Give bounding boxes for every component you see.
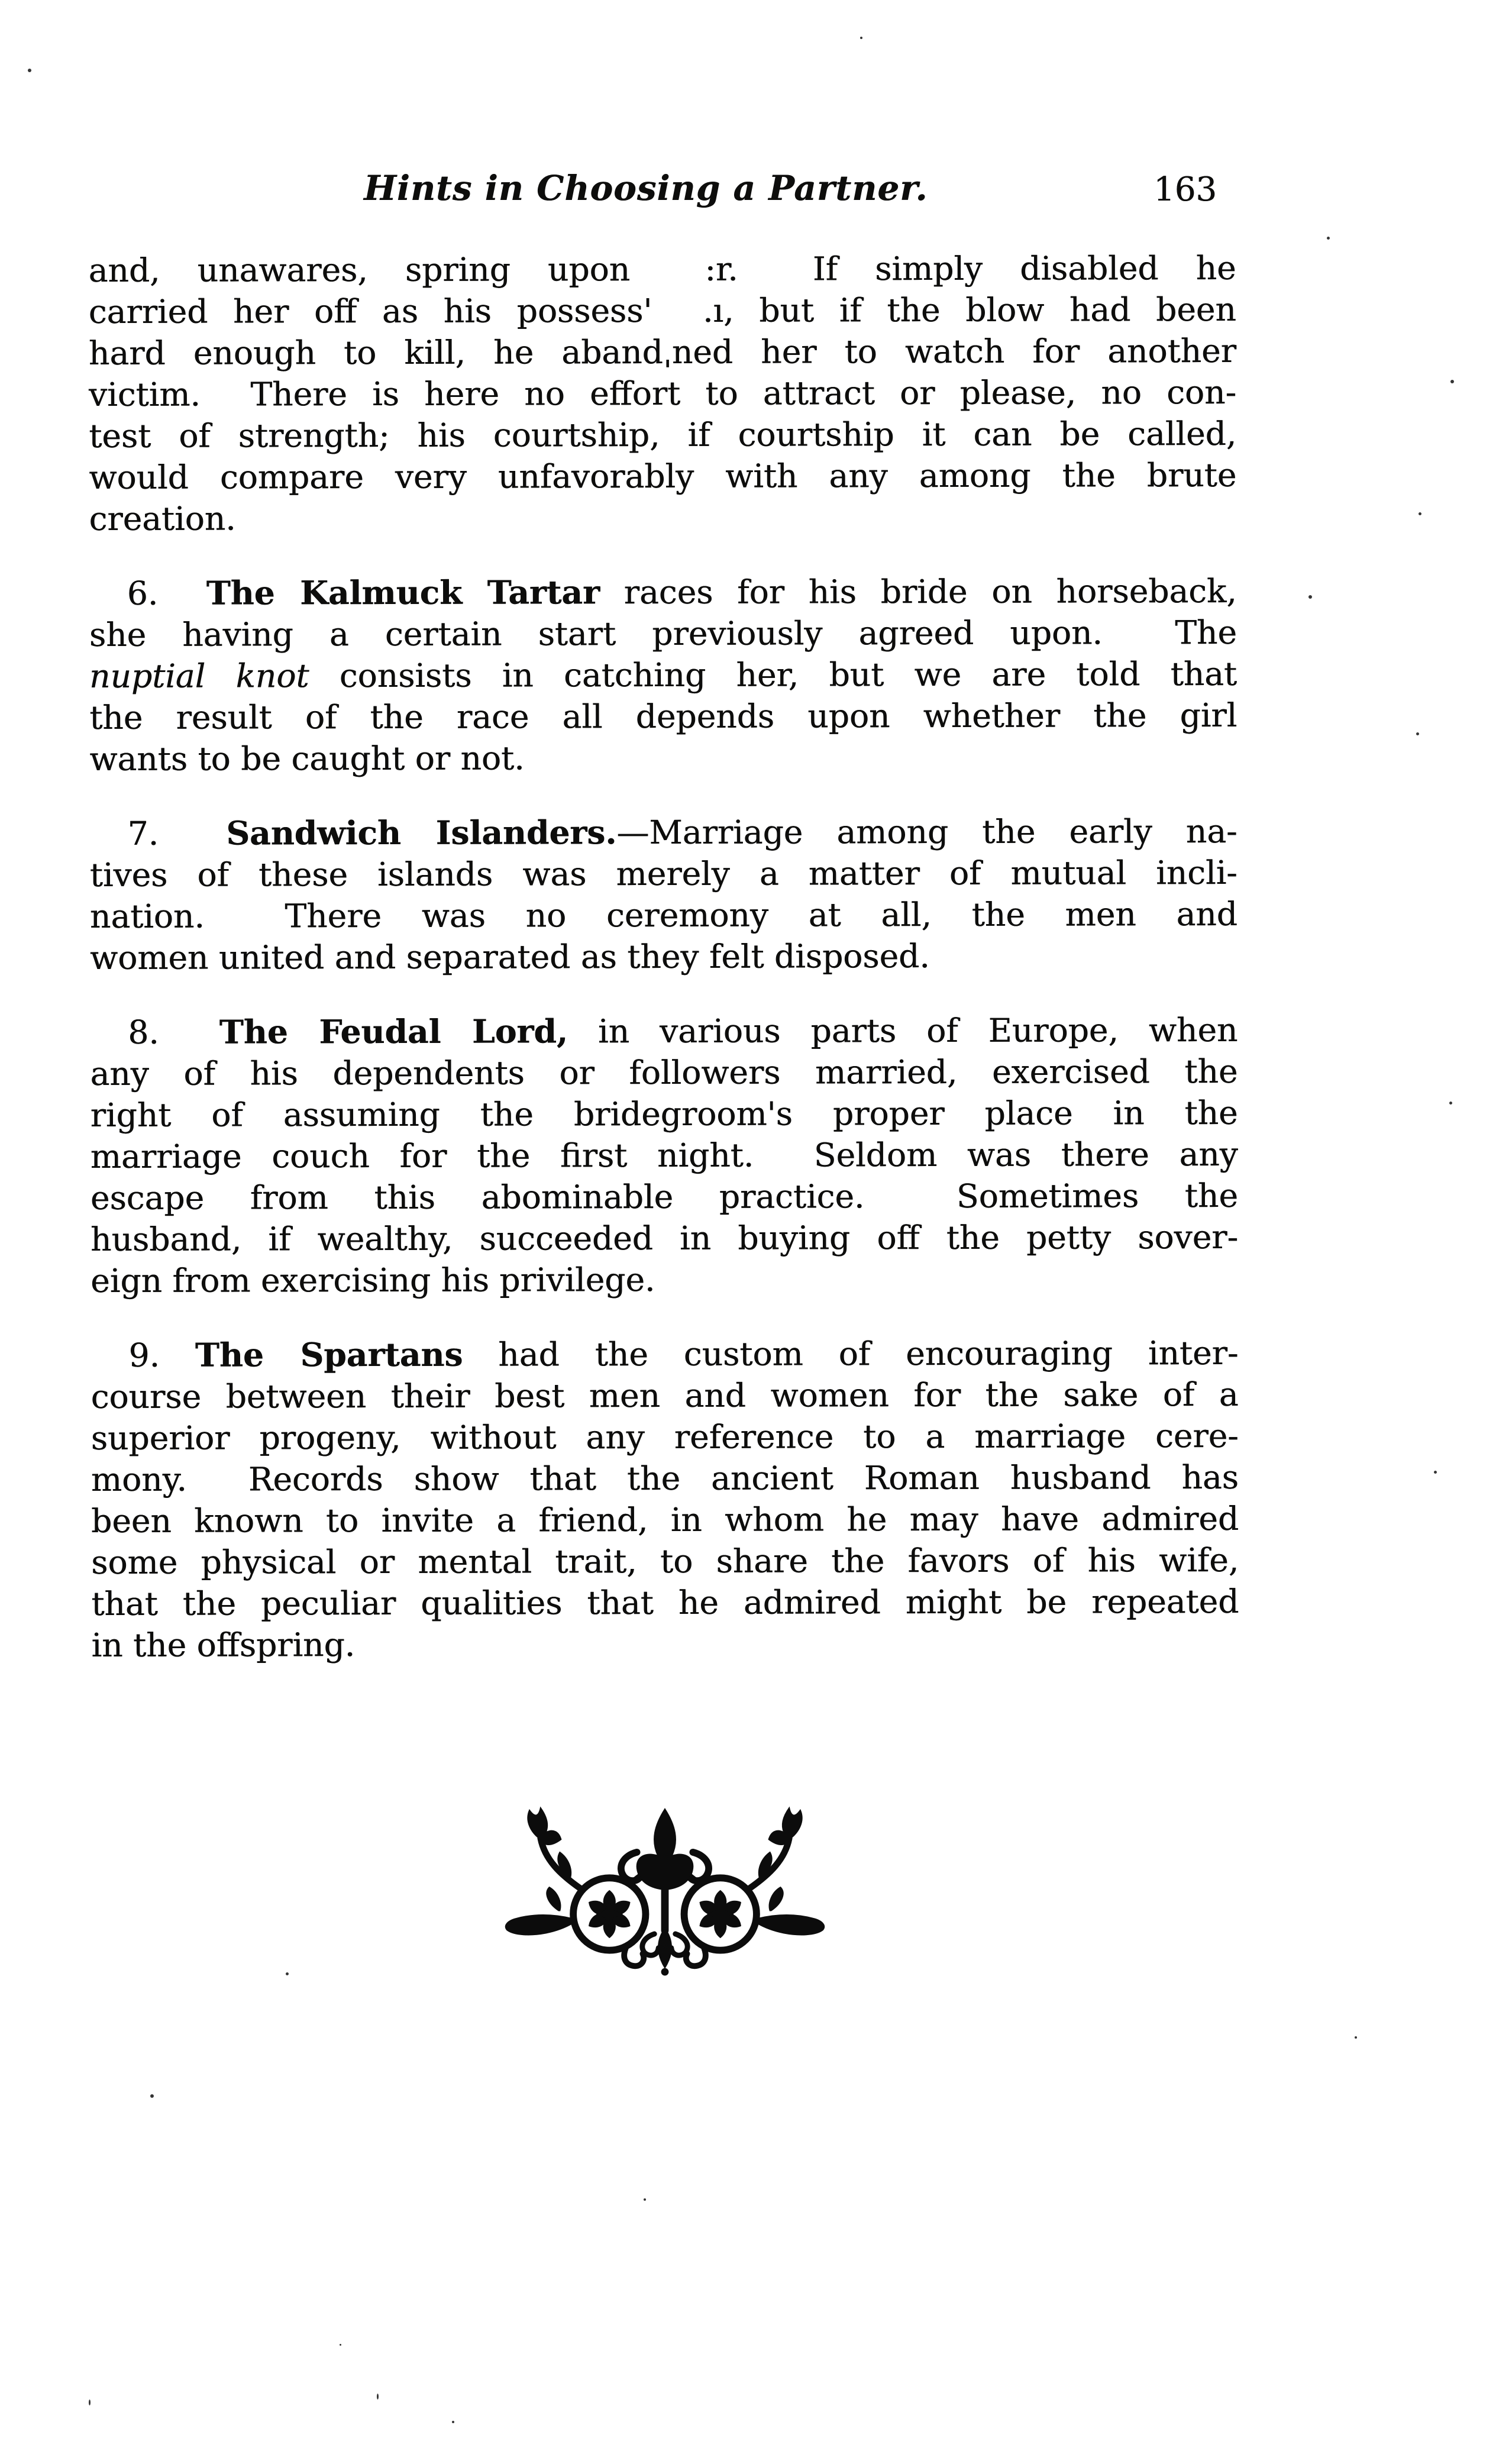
paragraph	[89, 810, 1237, 979]
text-line: creation.	[89, 499, 236, 538]
text-line: carried her off as his possess' .ı, but if the blow had been	[88, 290, 1236, 331]
text-line: wants to be caught or not.	[89, 739, 525, 779]
text-line: victim. There is here no effort to attract or please, no con-	[88, 373, 1237, 414]
text-line: hard enough to kill, he abandˌned her to watch for another	[88, 331, 1236, 373]
floral-tailpiece-ornament	[484, 1803, 846, 1978]
paragraph	[89, 570, 1237, 780]
scan-speck	[1434, 1471, 1437, 1474]
text-line: that the peculiar qualities that he admired might be repeated	[91, 1582, 1239, 1623]
text-line: 6. The Kalmuck Tartar races for his bride on horseback,	[127, 571, 1237, 612]
text-line: in the offspring.	[91, 1626, 356, 1665]
text-line: nation. There was no ceremony at all, the men and	[89, 894, 1237, 936]
paragraph	[91, 1332, 1239, 1666]
scan-speck	[1355, 2036, 1357, 2039]
page-number: 163	[1153, 170, 1217, 209]
text-line: 7. Sandwich Islanders.—Marriage among the early na-	[127, 812, 1237, 852]
running-head-title: Hints in Choosing a Partner.	[364, 168, 928, 208]
scan-speck	[28, 69, 31, 72]
text-line: escape from this abominable practice. Sometimes the	[90, 1176, 1238, 1218]
text-line: husband, if wealthy, succeeded in buying off the petty sover-	[90, 1218, 1239, 1259]
text-line: course between their best men and women for the sake of a	[91, 1375, 1239, 1416]
text-line: any of his dependents or followers married, exercised the	[90, 1052, 1238, 1093]
scan-speck	[340, 2344, 341, 2346]
scan-speck	[1327, 237, 1330, 240]
text-line: 8. The Feudal Lord, in various parts of Europe, when	[128, 1010, 1238, 1051]
scan-speck	[860, 37, 862, 39]
text-line: women united and separated as they felt disposed.	[89, 937, 930, 977]
scan-speck	[286, 1972, 289, 1975]
scan-speck	[452, 2421, 454, 2423]
scan-speck	[1450, 380, 1454, 383]
text-line: test of strength; his courtship, if courtship it can be called,	[89, 414, 1237, 456]
text-line: would compare very unfavorably with any among the brute	[89, 456, 1237, 497]
scan-speck	[1449, 1102, 1452, 1105]
text-line: and, unawares, spring upon :r. If simply disabled he	[88, 248, 1236, 290]
scan-speck	[1419, 512, 1421, 515]
scan-speck	[644, 2198, 646, 2201]
text-line: 9. The Spartans had the custom of encouraging inter-	[128, 1333, 1239, 1374]
text-line: superior progeny, without any reference to a marriage cere-	[91, 1416, 1239, 1458]
page-text	[88, 247, 1239, 1666]
paragraph	[90, 1009, 1238, 1302]
text-line: the result of the race all depends upon whether the girl	[89, 696, 1237, 737]
scan-speck	[1308, 595, 1312, 599]
paragraph	[88, 247, 1236, 540]
scan-speck	[89, 2400, 91, 2405]
text-line: nuptial knot consists in catching her, but we are told that	[89, 654, 1237, 696]
text-line: eign from exercising his privilege.	[91, 1261, 655, 1300]
text-line: right of assuming the bridegroom's proper place in the	[90, 1093, 1238, 1135]
text-line: been known to invite a friend, in whom he may have admired	[91, 1499, 1239, 1541]
text-line: some physical or mental trait, to share the favors of his wife,	[91, 1541, 1239, 1582]
text-line: mony. Records show that the ancient Roman husband has	[91, 1458, 1239, 1499]
text-line: marriage couch for the first night. Seldom was there any	[90, 1135, 1238, 1176]
scan-speck	[150, 2094, 154, 2098]
scan-speck	[377, 2394, 379, 2400]
text-line: tives of these islands was merely a matter of mutual incli-	[89, 853, 1237, 894]
text-line: she having a certain start previously agreed upon. The	[89, 613, 1237, 654]
scan-speck	[1416, 732, 1419, 735]
